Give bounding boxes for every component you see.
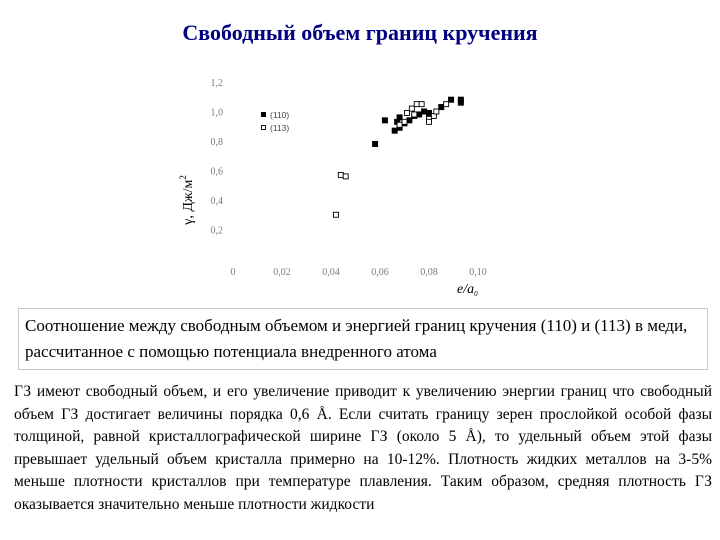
data-point-110: [382, 117, 388, 123]
data-point-113: [444, 102, 449, 107]
x-tick-label: 0,04: [322, 267, 340, 278]
data-point-113: [333, 212, 338, 217]
data-point-113: [419, 102, 424, 107]
legend-label-110: (110): [270, 110, 290, 120]
y-tick-label: 0,2: [210, 225, 223, 237]
x-axis-label-sub: 0: [474, 290, 478, 298]
data-point-110: [458, 100, 464, 106]
x-tick-label: 0,06: [371, 267, 389, 278]
x-tick-label: 0: [230, 267, 236, 278]
data-point-113: [402, 119, 407, 124]
body-paragraph: ГЗ имеют свободный объем, и его увеличение приводит к увеличению энергии границ что свободный объем ГЗ достигает величины порядка 0,6 Å. Если считать границу зерен прослойкой особой фазы толщиной, равной кристаллографической ширине ГЗ (около 5 Å), то удельный объем этой фазы превышает удельный объем кристалла примерно на 10-12%. Плотность жидких металлов на 3-5% меньше плотности кристаллов при температуре плавления. Таким образом, средняя плотность ГЗ оказывается значительно меньше плотности жидкости: [14, 383, 712, 513]
x-tick-label: 0,02: [273, 267, 291, 278]
x-tick-label: 0,10: [469, 267, 487, 278]
legend: [261, 110, 289, 133]
data-point-113: [414, 102, 419, 107]
y-axis-label: [178, 175, 196, 226]
data-point-113: [434, 109, 439, 114]
figure-caption: Соотношение между свободным объемом и энергией границ кручения (110) и (113) в меди, рассчитанное с помощью потенциала внедренного атома: [18, 308, 708, 370]
x-axis-label: [457, 282, 478, 298]
y-tick-label: 1,0: [210, 107, 223, 119]
y-tick-label: 0,8: [210, 137, 223, 148]
legend-label-113: (113): [270, 123, 290, 133]
data-point-113: [404, 110, 409, 115]
chart-canvas: [165, 65, 510, 305]
x-tick-label: 0,08: [420, 267, 438, 278]
slide-title: Свободный объем границ кручения: [182, 20, 538, 45]
y-tick-label: 0,4: [210, 196, 223, 207]
y-axis-label-sup: 2: [178, 175, 188, 180]
data-point-110: [372, 141, 378, 147]
legend-marker-110: [261, 112, 266, 117]
data-point-113: [412, 112, 417, 117]
data-point-113: [397, 122, 402, 127]
legend-marker-113: [262, 126, 266, 130]
data-point-113: [427, 119, 432, 124]
data-point-113: [343, 174, 348, 179]
data-point-113: [409, 106, 414, 111]
y-tick-label: 0,6: [210, 166, 223, 178]
x-axis-label-main: e/a: [457, 282, 475, 297]
scatter-chart: [165, 65, 510, 305]
y-tick-label: 1,2: [210, 78, 223, 89]
y-axis-label-main: γ, Дж/м: [181, 179, 196, 225]
data-point-113: [338, 172, 343, 177]
